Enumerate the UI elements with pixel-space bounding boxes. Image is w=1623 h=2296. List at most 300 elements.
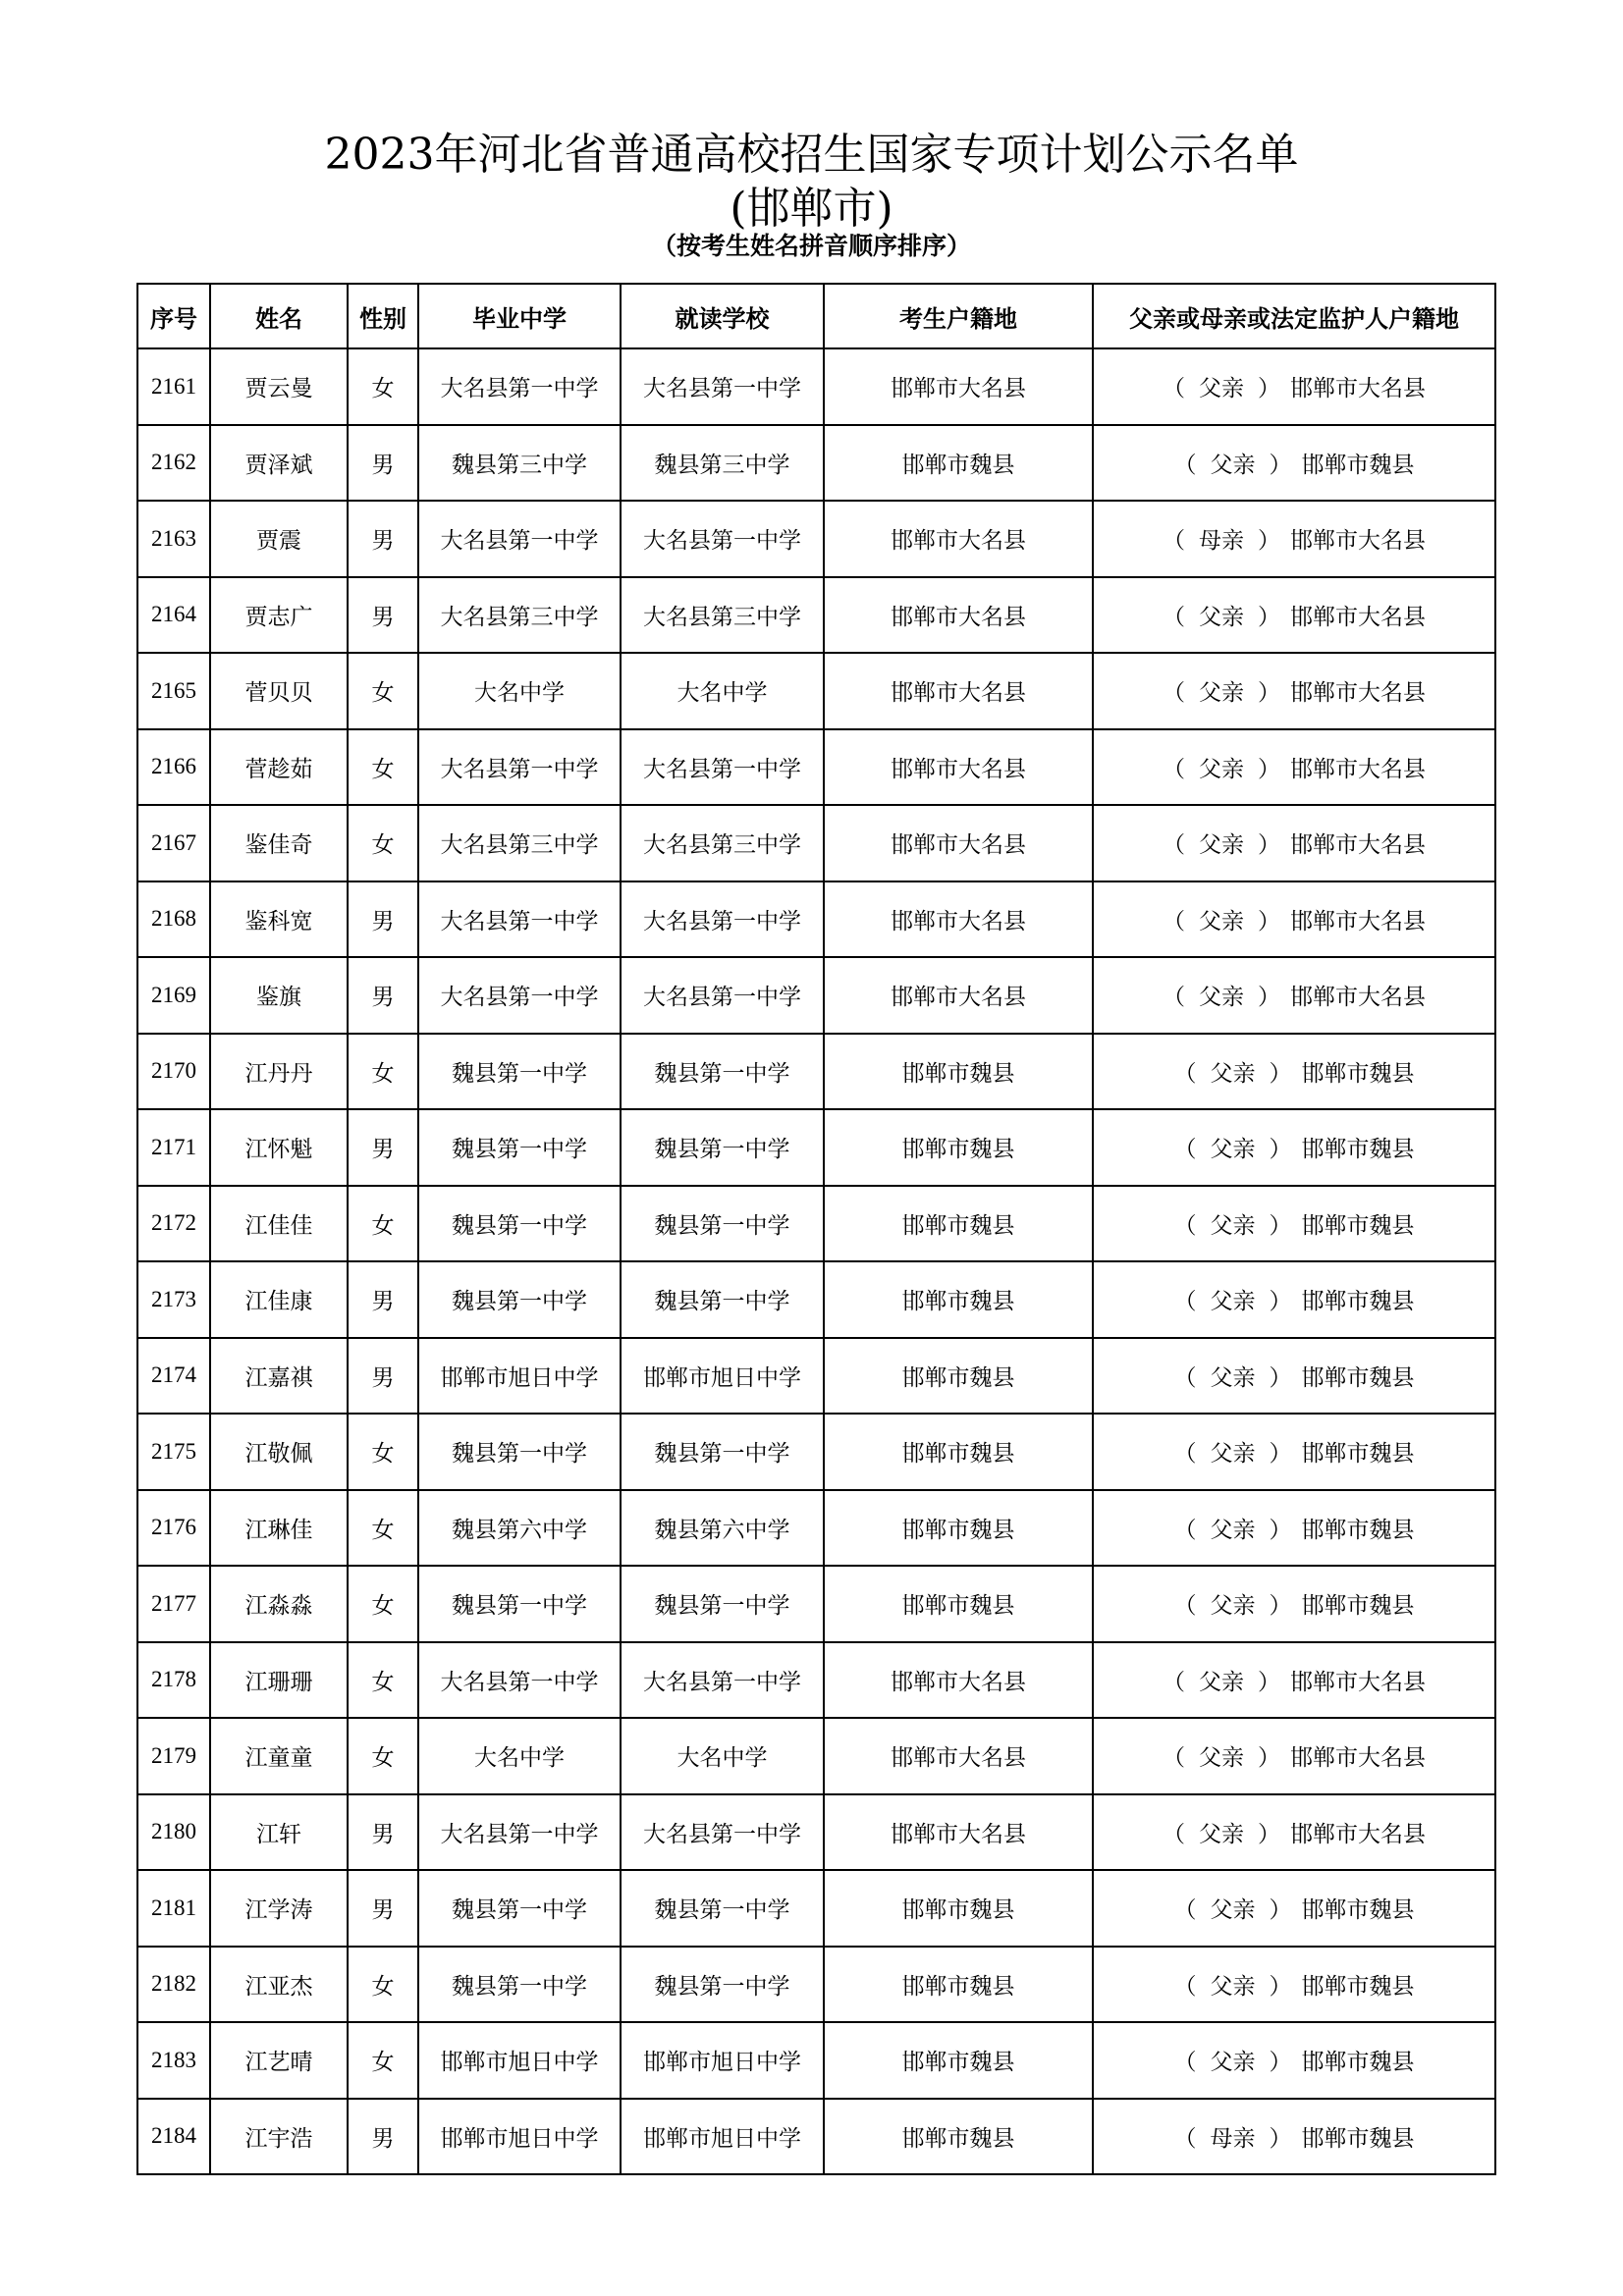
open-paren: （ xyxy=(1163,832,1185,859)
cell-grad-school: 大名县第一中学 xyxy=(418,1794,621,1871)
cell-name: 江佳佳 xyxy=(210,1186,348,1262)
cell-hukou: 邯郸市大名县 xyxy=(824,957,1093,1034)
cell-grad-school: 魏县第一中学 xyxy=(418,1414,621,1490)
table-row xyxy=(137,729,1495,806)
cell-gender: 女 xyxy=(348,729,418,806)
table-row xyxy=(137,1338,1495,1415)
open-paren: （ xyxy=(1163,1669,1185,1695)
cell-gender: 男 xyxy=(348,425,418,502)
page-subtitle: (邯郸市) xyxy=(730,184,893,234)
cell-seq: 2169 xyxy=(137,957,210,1034)
cell-hukou: 邯郸市魏县 xyxy=(824,425,1093,502)
table-row xyxy=(137,957,1495,1034)
table-row xyxy=(137,577,1495,654)
cell-guardian-hukou xyxy=(1093,653,1495,729)
cell-current-school: 大名县第一中学 xyxy=(621,881,824,958)
cell-name: 贾志广 xyxy=(210,577,348,654)
cell-current-school: 大名县第三中学 xyxy=(621,577,824,654)
guardian-relation: 父亲 xyxy=(1199,376,1244,402)
cell-gender: 女 xyxy=(348,1947,418,2023)
guardian-relation: 父亲 xyxy=(1210,1137,1256,1163)
guardian-relation: 父亲 xyxy=(1199,908,1244,934)
cell-grad-school: 大名中学 xyxy=(418,1718,621,1794)
cell-hukou: 邯郸市魏县 xyxy=(824,1338,1093,1415)
cell-current-school: 魏县第三中学 xyxy=(621,425,824,502)
cell-gender: 女 xyxy=(348,1642,418,1719)
cell-name: 贾云曼 xyxy=(210,348,348,425)
cell-guardian-hukou xyxy=(1093,1414,1495,1490)
guardian-relation: 父亲 xyxy=(1210,1060,1256,1087)
close-paren: ） xyxy=(1258,1669,1280,1695)
guardian-place: 邯郸市大名县 xyxy=(1290,908,1426,934)
guardian-relation: 父亲 xyxy=(1210,1364,1256,1391)
guardian-place: 邯郸市魏县 xyxy=(1301,1212,1415,1239)
cell-current-school: 魏县第一中学 xyxy=(621,1414,824,1490)
open-paren: （ xyxy=(1173,2050,1197,2076)
close-paren: ） xyxy=(1269,1212,1292,1239)
cell-gender: 男 xyxy=(348,577,418,654)
guardian-relation: 父亲 xyxy=(1210,1289,1256,1315)
cell-guardian-hukou xyxy=(1093,1261,1495,1338)
column-header-current-school: 就读学校 xyxy=(621,284,824,348)
cell-current-school: 邯郸市旭日中学 xyxy=(621,2022,824,2099)
open-paren: （ xyxy=(1163,1745,1185,1772)
cell-gender: 女 xyxy=(348,653,418,729)
guardian-relation: 父亲 xyxy=(1210,1441,1256,1468)
guardian-place: 邯郸市大名县 xyxy=(1290,1745,1426,1772)
guardian-place: 邯郸市魏县 xyxy=(1301,1517,1415,1543)
cell-guardian-hukou xyxy=(1093,2099,1495,2175)
cell-seq: 2180 xyxy=(137,1794,210,1871)
cell-hukou: 邯郸市大名县 xyxy=(824,348,1093,425)
cell-grad-school: 大名县第一中学 xyxy=(418,501,621,577)
guardian-relation: 父亲 xyxy=(1199,985,1244,1011)
guardian-relation: 父亲 xyxy=(1210,2050,1256,2076)
cell-seq: 2163 xyxy=(137,501,210,577)
table-row xyxy=(137,1490,1495,1567)
cell-grad-school: 大名县第三中学 xyxy=(418,577,621,654)
cell-current-school: 大名中学 xyxy=(621,653,824,729)
cell-name: 江艺晴 xyxy=(210,2022,348,2099)
cell-grad-school: 邯郸市旭日中学 xyxy=(418,2022,621,2099)
cell-name: 鉴科宽 xyxy=(210,881,348,958)
close-paren: ） xyxy=(1269,1973,1292,2000)
guardian-place: 邯郸市魏县 xyxy=(1301,1289,1415,1315)
column-header-gender: 性别 xyxy=(348,284,418,348)
cell-grad-school: 魏县第一中学 xyxy=(418,1186,621,1262)
table-row xyxy=(137,881,1495,958)
close-paren: ） xyxy=(1269,1441,1292,1468)
cell-gender: 女 xyxy=(348,1490,418,1567)
cell-hukou: 邯郸市大名县 xyxy=(824,501,1093,577)
close-paren: ） xyxy=(1258,680,1280,707)
cell-grad-school: 邯郸市旭日中学 xyxy=(418,2099,621,2175)
cell-grad-school: 大名县第一中学 xyxy=(418,1642,621,1719)
open-paren: （ xyxy=(1173,452,1197,478)
cell-name: 鉴佳奇 xyxy=(210,805,348,881)
cell-current-school: 魏县第一中学 xyxy=(621,1186,824,1262)
cell-name: 江敬佩 xyxy=(210,1414,348,1490)
cell-guardian-hukou xyxy=(1093,577,1495,654)
cell-gender: 女 xyxy=(348,1186,418,1262)
cell-grad-school: 魏县第一中学 xyxy=(418,1947,621,2023)
cell-gender: 女 xyxy=(348,1718,418,1794)
cell-seq: 2167 xyxy=(137,805,210,881)
cell-hukou: 邯郸市大名县 xyxy=(824,729,1093,806)
table-row xyxy=(137,1718,1495,1794)
guardian-relation: 父亲 xyxy=(1199,1821,1244,1847)
page-title: 2023年河北省普通高校招生国家专项计划公示名单 xyxy=(324,130,1299,180)
open-paren: （ xyxy=(1173,1137,1197,1163)
table-row xyxy=(137,2022,1495,2099)
guardian-place: 邯郸市大名县 xyxy=(1290,756,1426,782)
guardian-place: 邯郸市魏县 xyxy=(1301,1593,1415,1620)
guardian-place: 邯郸市大名县 xyxy=(1290,680,1426,707)
cell-grad-school: 大名县第三中学 xyxy=(418,805,621,881)
column-header-name: 姓名 xyxy=(210,284,348,348)
open-paren: （ xyxy=(1163,1821,1185,1847)
cell-gender: 女 xyxy=(348,805,418,881)
open-paren: （ xyxy=(1173,1289,1197,1315)
guardian-relation: 父亲 xyxy=(1199,604,1244,630)
cell-guardian-hukou xyxy=(1093,425,1495,502)
cell-name: 江轩 xyxy=(210,1794,348,1871)
cell-name: 江丹丹 xyxy=(210,1034,348,1110)
cell-hukou: 邯郸市魏县 xyxy=(824,2022,1093,2099)
cell-current-school: 大名县第三中学 xyxy=(621,805,824,881)
cell-name: 江亚杰 xyxy=(210,1947,348,2023)
guardian-relation: 父亲 xyxy=(1210,1973,1256,2000)
cell-hukou: 邯郸市大名县 xyxy=(824,805,1093,881)
cell-gender: 男 xyxy=(348,1870,418,1947)
close-paren: ） xyxy=(1258,756,1280,782)
roster-table xyxy=(136,283,1496,2175)
guardian-place: 邯郸市魏县 xyxy=(1301,1060,1415,1087)
guardian-place: 邯郸市魏县 xyxy=(1301,1973,1415,2000)
cell-hukou: 邯郸市魏县 xyxy=(824,1947,1093,2023)
open-paren: （ xyxy=(1173,1441,1197,1468)
close-paren: ） xyxy=(1269,1897,1292,1924)
open-paren: （ xyxy=(1163,680,1185,707)
column-header-grad-school: 毕业中学 xyxy=(418,284,621,348)
cell-current-school: 魏县第一中学 xyxy=(621,1566,824,1642)
cell-current-school: 魏县第一中学 xyxy=(621,1947,824,2023)
cell-current-school: 大名县第一中学 xyxy=(621,1642,824,1719)
cell-gender: 女 xyxy=(348,2022,418,2099)
guardian-relation: 父亲 xyxy=(1199,756,1244,782)
close-paren: ） xyxy=(1269,1364,1292,1391)
cell-name: 江怀魁 xyxy=(210,1109,348,1186)
open-paren: （ xyxy=(1173,1973,1197,2000)
guardian-place: 邯郸市魏县 xyxy=(1301,1137,1415,1163)
cell-name: 江宇浩 xyxy=(210,2099,348,2175)
cell-current-school: 大名县第一中学 xyxy=(621,348,824,425)
cell-seq: 2162 xyxy=(137,425,210,502)
cell-hukou: 邯郸市魏县 xyxy=(824,1414,1093,1490)
cell-gender: 男 xyxy=(348,501,418,577)
close-paren: ） xyxy=(1269,1060,1292,1087)
cell-seq: 2171 xyxy=(137,1109,210,1186)
table-row xyxy=(137,805,1495,881)
cell-hukou: 邯郸市魏县 xyxy=(824,1186,1093,1262)
table-row xyxy=(137,2099,1495,2175)
cell-guardian-hukou xyxy=(1093,805,1495,881)
cell-name: 贾震 xyxy=(210,501,348,577)
cell-grad-school: 大名县第一中学 xyxy=(418,729,621,806)
cell-gender: 女 xyxy=(348,1566,418,1642)
cell-hukou: 邯郸市大名县 xyxy=(824,577,1093,654)
cell-hukou: 邯郸市魏县 xyxy=(824,1566,1093,1642)
cell-guardian-hukou xyxy=(1093,2022,1495,2099)
cell-guardian-hukou xyxy=(1093,348,1495,425)
cell-guardian-hukou xyxy=(1093,1794,1495,1871)
close-paren: ） xyxy=(1269,2125,1292,2152)
cell-guardian-hukou xyxy=(1093,1186,1495,1262)
cell-guardian-hukou xyxy=(1093,1947,1495,2023)
guardian-place: 邯郸市魏县 xyxy=(1301,1364,1415,1391)
close-paren: ） xyxy=(1269,2050,1292,2076)
table-row xyxy=(137,1870,1495,1947)
cell-guardian-hukou xyxy=(1093,1870,1495,1947)
open-paren: （ xyxy=(1173,1364,1197,1391)
close-paren: ） xyxy=(1269,1289,1292,1315)
table-row xyxy=(137,1186,1495,1262)
cell-current-school: 邯郸市旭日中学 xyxy=(621,1338,824,1415)
guardian-relation: 父亲 xyxy=(1210,1212,1256,1239)
close-paren: ） xyxy=(1258,908,1280,934)
open-paren: （ xyxy=(1173,1517,1197,1543)
cell-grad-school: 大名中学 xyxy=(418,653,621,729)
close-paren: ） xyxy=(1258,376,1280,402)
guardian-place: 邯郸市大名县 xyxy=(1290,832,1426,859)
table-row xyxy=(137,1566,1495,1642)
cell-current-school: 魏县第一中学 xyxy=(621,1870,824,1947)
guardian-relation: 父亲 xyxy=(1199,832,1244,859)
cell-guardian-hukou xyxy=(1093,1566,1495,1642)
guardian-relation: 母亲 xyxy=(1210,2125,1256,2152)
close-paren: ） xyxy=(1258,832,1280,859)
open-paren: （ xyxy=(1163,376,1185,402)
cell-hukou: 邯郸市大名县 xyxy=(824,1794,1093,1871)
cell-name: 江嘉祺 xyxy=(210,1338,348,1415)
cell-seq: 2165 xyxy=(137,653,210,729)
cell-gender: 男 xyxy=(348,1794,418,1871)
open-paren: （ xyxy=(1163,604,1185,630)
cell-gender: 女 xyxy=(348,1034,418,1110)
cell-hukou: 邯郸市大名县 xyxy=(824,881,1093,958)
cell-seq: 2177 xyxy=(137,1566,210,1642)
cell-hukou: 邯郸市魏县 xyxy=(824,1109,1093,1186)
open-paren: （ xyxy=(1173,1593,1197,1620)
guardian-place: 邯郸市魏县 xyxy=(1301,452,1415,478)
cell-grad-school: 魏县第一中学 xyxy=(418,1109,621,1186)
cell-name: 贾泽斌 xyxy=(210,425,348,502)
cell-seq: 2175 xyxy=(137,1414,210,1490)
cell-name: 菅贝贝 xyxy=(210,653,348,729)
open-paren: （ xyxy=(1173,2125,1197,2152)
guardian-place: 邯郸市大名县 xyxy=(1290,528,1426,555)
cell-seq: 2170 xyxy=(137,1034,210,1110)
close-paren: ） xyxy=(1258,1821,1280,1847)
cell-seq: 2179 xyxy=(137,1718,210,1794)
cell-seq: 2183 xyxy=(137,2022,210,2099)
column-header-guardian-hukou: 父亲或母亲或法定监护人户籍地 xyxy=(1093,284,1495,348)
cell-seq: 2164 xyxy=(137,577,210,654)
guardian-place: 邯郸市大名县 xyxy=(1290,1669,1426,1695)
open-paren: （ xyxy=(1163,756,1185,782)
sort-note: （按考生姓名拼音顺序排序） xyxy=(651,232,971,260)
cell-hukou: 邯郸市魏县 xyxy=(824,1490,1093,1567)
open-paren: （ xyxy=(1163,528,1185,555)
cell-grad-school: 魏县第一中学 xyxy=(418,1870,621,1947)
open-paren: （ xyxy=(1163,985,1185,1011)
table-row xyxy=(137,348,1495,425)
cell-hukou: 邯郸市大名县 xyxy=(824,653,1093,729)
cell-gender: 女 xyxy=(348,348,418,425)
open-paren: （ xyxy=(1173,1060,1197,1087)
close-paren: ） xyxy=(1258,604,1280,630)
cell-guardian-hukou xyxy=(1093,1034,1495,1110)
cell-gender: 男 xyxy=(348,881,418,958)
guardian-place: 邯郸市大名县 xyxy=(1290,985,1426,1011)
open-paren: （ xyxy=(1173,1212,1197,1239)
guardian-relation: 父亲 xyxy=(1210,1593,1256,1620)
cell-current-school: 大名县第一中学 xyxy=(621,1794,824,1871)
guardian-relation: 父亲 xyxy=(1210,452,1256,478)
cell-seq: 2174 xyxy=(137,1338,210,1415)
close-paren: ） xyxy=(1269,1137,1292,1163)
table-row xyxy=(137,653,1495,729)
guardian-place: 邯郸市大名县 xyxy=(1290,1821,1426,1847)
cell-gender: 男 xyxy=(348,1261,418,1338)
cell-current-school: 邯郸市旭日中学 xyxy=(621,2099,824,2175)
table-row xyxy=(137,1642,1495,1719)
cell-seq: 2172 xyxy=(137,1186,210,1262)
table-row xyxy=(137,425,1495,502)
guardian-place: 邯郸市魏县 xyxy=(1301,1897,1415,1924)
guardian-relation: 母亲 xyxy=(1199,528,1244,555)
cell-name: 菅趁茹 xyxy=(210,729,348,806)
guardian-place: 邯郸市大名县 xyxy=(1290,376,1426,402)
guardian-place: 邯郸市魏县 xyxy=(1301,1441,1415,1468)
cell-gender: 男 xyxy=(348,2099,418,2175)
close-paren: ） xyxy=(1269,1593,1292,1620)
cell-hukou: 邯郸市魏县 xyxy=(824,1034,1093,1110)
guardian-relation: 父亲 xyxy=(1210,1517,1256,1543)
cell-hukou: 邯郸市魏县 xyxy=(824,1870,1093,1947)
cell-guardian-hukou xyxy=(1093,957,1495,1034)
close-paren: ） xyxy=(1269,452,1292,478)
cell-gender: 女 xyxy=(348,1414,418,1490)
table-row xyxy=(137,1261,1495,1338)
column-header-seq: 序号 xyxy=(137,284,210,348)
guardian-relation: 父亲 xyxy=(1199,680,1244,707)
cell-guardian-hukou xyxy=(1093,1338,1495,1415)
cell-current-school: 大名县第一中学 xyxy=(621,501,824,577)
close-paren: ） xyxy=(1258,528,1280,555)
cell-guardian-hukou xyxy=(1093,729,1495,806)
roster-body xyxy=(137,348,1495,2174)
cell-grad-school: 魏县第一中学 xyxy=(418,1261,621,1338)
cell-grad-school: 魏县第三中学 xyxy=(418,425,621,502)
guardian-relation: 父亲 xyxy=(1210,1897,1256,1924)
cell-grad-school: 魏县第六中学 xyxy=(418,1490,621,1567)
cell-current-school: 大名县第一中学 xyxy=(621,729,824,806)
cell-hukou: 邯郸市大名县 xyxy=(824,1642,1093,1719)
cell-current-school: 大名中学 xyxy=(621,1718,824,1794)
cell-grad-school: 大名县第一中学 xyxy=(418,348,621,425)
cell-seq: 2168 xyxy=(137,881,210,958)
cell-gender: 男 xyxy=(348,957,418,1034)
cell-hukou: 邯郸市魏县 xyxy=(824,1261,1093,1338)
cell-name: 江佳康 xyxy=(210,1261,348,1338)
cell-hukou: 邯郸市大名县 xyxy=(824,1718,1093,1794)
cell-seq: 2182 xyxy=(137,1947,210,2023)
guardian-place: 邯郸市魏县 xyxy=(1301,2125,1415,2152)
cell-name: 鉴旗 xyxy=(210,957,348,1034)
table-row xyxy=(137,1034,1495,1110)
cell-current-school: 魏县第一中学 xyxy=(621,1109,824,1186)
table-row xyxy=(137,1109,1495,1186)
cell-gender: 男 xyxy=(348,1109,418,1186)
cell-seq: 2181 xyxy=(137,1870,210,1947)
column-header-hukou: 考生户籍地 xyxy=(824,284,1093,348)
table-row xyxy=(137,1947,1495,2023)
guardian-relation: 父亲 xyxy=(1199,1745,1244,1772)
cell-seq: 2176 xyxy=(137,1490,210,1567)
cell-guardian-hukou xyxy=(1093,1109,1495,1186)
cell-grad-school: 魏县第一中学 xyxy=(418,1566,621,1642)
cell-grad-school: 大名县第一中学 xyxy=(418,881,621,958)
cell-seq: 2161 xyxy=(137,348,210,425)
guardian-relation: 父亲 xyxy=(1199,1669,1244,1695)
open-paren: （ xyxy=(1163,908,1185,934)
cell-guardian-hukou xyxy=(1093,501,1495,577)
table-row xyxy=(137,1794,1495,1871)
cell-grad-school: 大名县第一中学 xyxy=(418,957,621,1034)
open-paren: （ xyxy=(1173,1897,1197,1924)
cell-hukou: 邯郸市魏县 xyxy=(824,2099,1093,2175)
cell-name: 江珊珊 xyxy=(210,1642,348,1719)
cell-name: 江学涛 xyxy=(210,1870,348,1947)
cell-name: 江淼淼 xyxy=(210,1566,348,1642)
close-paren: ） xyxy=(1258,1745,1280,1772)
cell-guardian-hukou xyxy=(1093,1642,1495,1719)
cell-seq: 2166 xyxy=(137,729,210,806)
cell-gender: 男 xyxy=(348,1338,418,1415)
cell-current-school: 魏县第一中学 xyxy=(621,1261,824,1338)
cell-guardian-hukou xyxy=(1093,881,1495,958)
cell-grad-school: 魏县第一中学 xyxy=(418,1034,621,1110)
close-paren: ） xyxy=(1258,985,1280,1011)
cell-current-school: 魏县第一中学 xyxy=(621,1034,824,1110)
cell-current-school: 大名县第一中学 xyxy=(621,957,824,1034)
cell-current-school: 魏县第六中学 xyxy=(621,1490,824,1567)
cell-seq: 2178 xyxy=(137,1642,210,1719)
guardian-place: 邯郸市魏县 xyxy=(1301,2050,1415,2076)
cell-name: 江琳佳 xyxy=(210,1490,348,1567)
guardian-place: 邯郸市大名县 xyxy=(1290,604,1426,630)
cell-grad-school: 邯郸市旭日中学 xyxy=(418,1338,621,1415)
close-paren: ） xyxy=(1269,1517,1292,1543)
cell-seq: 2184 xyxy=(137,2099,210,2175)
cell-name: 江童童 xyxy=(210,1718,348,1794)
table-header-row xyxy=(137,284,1495,348)
table-row xyxy=(137,501,1495,577)
cell-guardian-hukou xyxy=(1093,1718,1495,1794)
table-row xyxy=(137,1414,1495,1490)
cell-guardian-hukou xyxy=(1093,1490,1495,1567)
